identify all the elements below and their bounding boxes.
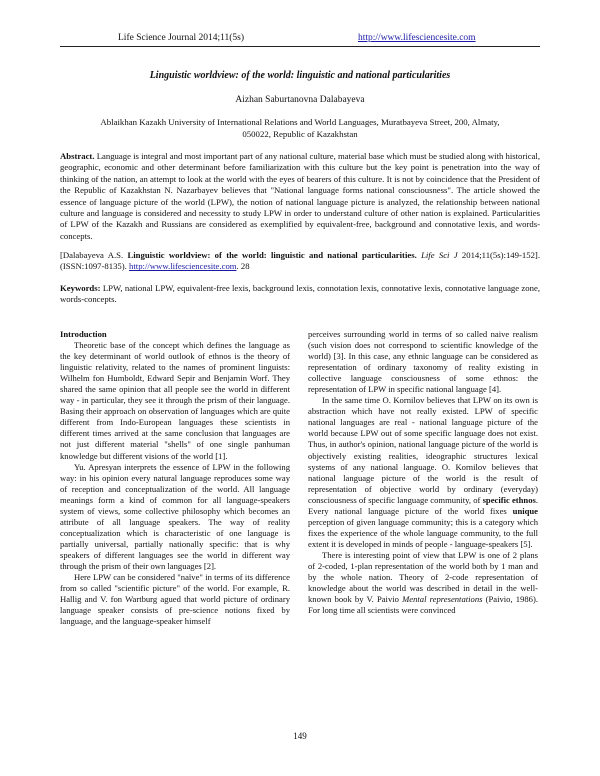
- right-p3-italic-book: Mental representations: [402, 594, 483, 605]
- abstract-text: Language is integral and most important part of any national culture, material base which must be studied along with historical, geographic, economic and other determinant before familiarization with this culture but the key point is penetration into the way of thinking of the nation, an attempt to look at the world with the eyes of bearers of this culture. It is not by coincidence that the President of the Republic of Kazakhstan N. Nazarbayev believes that "National language forms national consciousness". The article showed the essence of language picture of the world (LPW), the notion of national language picture is analyzed, the relationship between national culture and language is considered and necessity to study LPW in order to understand culture of other nation is explained. Particularities of LPW of the Kazakh and Russians are considered as exemplified by equivalent-free, background and connotative lexis, and words-concepts.: [60, 151, 541, 241]
- right-p2-bold-unique: unique: [512, 505, 538, 516]
- right-paragraph-3: [308, 550, 538, 616]
- section-heading-introduction: Introduction: [60, 329, 107, 339]
- citation-journal: Life Sci J: [416, 250, 458, 260]
- right-p2-bold-ethnos: specific ethnos: [482, 494, 536, 505]
- journal-name: Life Science Journal 2014;11(5s): [118, 33, 245, 43]
- citation-details: 2014;11(5s):149-152]. (ISSN:1097-8135).: [60, 250, 540, 272]
- right-paragraph-1: perceives surrounding world in terms of so called naive realism (such vision does not correspond to scientific knowledge of the world) [3]. In this case, any ethnic language can be considered as representation of ordinary taxonomy of reality existing in collective language consciousness of some ethnos: the representation of LPW in specific national language [4].: [308, 329, 538, 395]
- article-title: Linguistic worldview: of the world: linguistic and national particularities: [149, 70, 451, 81]
- abstract-label: Abstract.: [60, 151, 95, 161]
- journal-website-link[interactable]: http://www.lifesciencesite.com: [358, 33, 476, 43]
- citation-prefix: [Dalabayeva A.S.: [60, 250, 128, 260]
- citation-suffix: . 28: [236, 261, 250, 272]
- left-paragraph-3: Here LPW can be considered "naïve" in terms of its difference from so called "scientific picture" of the world. For example, R. Hallig and V. fon Wartburg agued that world picture of ordinary language speaker consists of pre-science notions fixed by language, and the language-speaker himself: [60, 572, 290, 627]
- keywords: [60, 283, 540, 306]
- abstract: [60, 151, 540, 242]
- citation: [60, 250, 540, 273]
- author-name: Aizhan Saburtanovna Dalabayeva: [235, 95, 365, 105]
- right-p2-text-a: In the same time O. Kornilov believes that LPW on its own is abstraction which have not really existed. LPW of specific national languages are real - national language picture of the world because LPW out of some specific language does not exist. Thus, in author's opinion, national language picture of the world is objectively existing realities, ideographic structures lexical systems of any national language. O. Kornilov believes that national language picture of the world is the result of representation of objective world by ordinary (everyday) consciousness of specific language community, of: [308, 395, 538, 505]
- header-divider: [60, 46, 540, 47]
- left-column: [60, 329, 290, 627]
- author-affiliation: Ablaikhan Kazakh University of International Relations and World Languages, Muratbayeva Street, 200, Almaty, 050022, Republic of Kazakhstan: [100, 117, 500, 139]
- page-number: 149: [293, 731, 307, 741]
- right-paragraph-2: [308, 395, 538, 550]
- right-p2-text-c: . Every national language picture of the world fixes: [308, 494, 538, 516]
- citation-title: Linguistic worldview: of the world: linguistic and national particularities.: [127, 250, 417, 260]
- left-paragraph-2: Yu. Apresyan interprets the essence of LPW in the following way: in his opinion every natural language reproduces some way of reception and conceptualization of the world. All language meanings form a kind of common for all language-speakers system of views, some collective philosophy which becomes an attribute of all language speakers. The way of reality conceptualization which is characteristic of one language is partially universal, partially nationally specific: that is why speakers of different languages see the world in different way through the prism of their own languages [2].: [60, 461, 290, 571]
- right-column: [308, 329, 538, 616]
- citation-link[interactable]: http://www.lifesciencesite.com: [129, 261, 237, 272]
- keywords-label: Keywords:: [60, 283, 101, 293]
- keywords-text: LPW, national LPW, equivalent-free lexis, background lexis, connotation lexis, connotative lexis, connotative language zone, words-concepts.: [60, 283, 540, 305]
- right-p3-text-a: There is interesting point of view that LPW is one of 2 plans of 2-coded, 1-plan representation of the world both by 1 man and by the whole nation. Theory of 2-code representation of knowledge about the world was described in detail in the well-known book by V. Paivio: [308, 549, 538, 605]
- right-p2-text-e: perception of given language community; this is a category which fixes the experience of the whole language community, to the full extent it is developed in minds of people - language-speakers [5].: [308, 516, 538, 549]
- left-paragraph-1: Theoretic base of the concept which defines the language as the key determinant of world outlook of ethnos is the theory of linguistic relativity, related to the names of prominent linguists: Wilhelm fon Humboldt, Edward Sepir and Benjamin Worf. They shared the same opinion that all people see the world in different way - in particular, they see it through the prism of their language. Basing their approach on observation of languages which are quite different from Indo-European languages these scientists in different times arrived at the same conclusion that languages are not just different material "shells" of one single panhuman knowledge but different visions of the world [1].: [60, 340, 290, 461]
- right-p3-text-c: (Paivio, 1986). For long time all scientists were convinced: [308, 594, 538, 616]
